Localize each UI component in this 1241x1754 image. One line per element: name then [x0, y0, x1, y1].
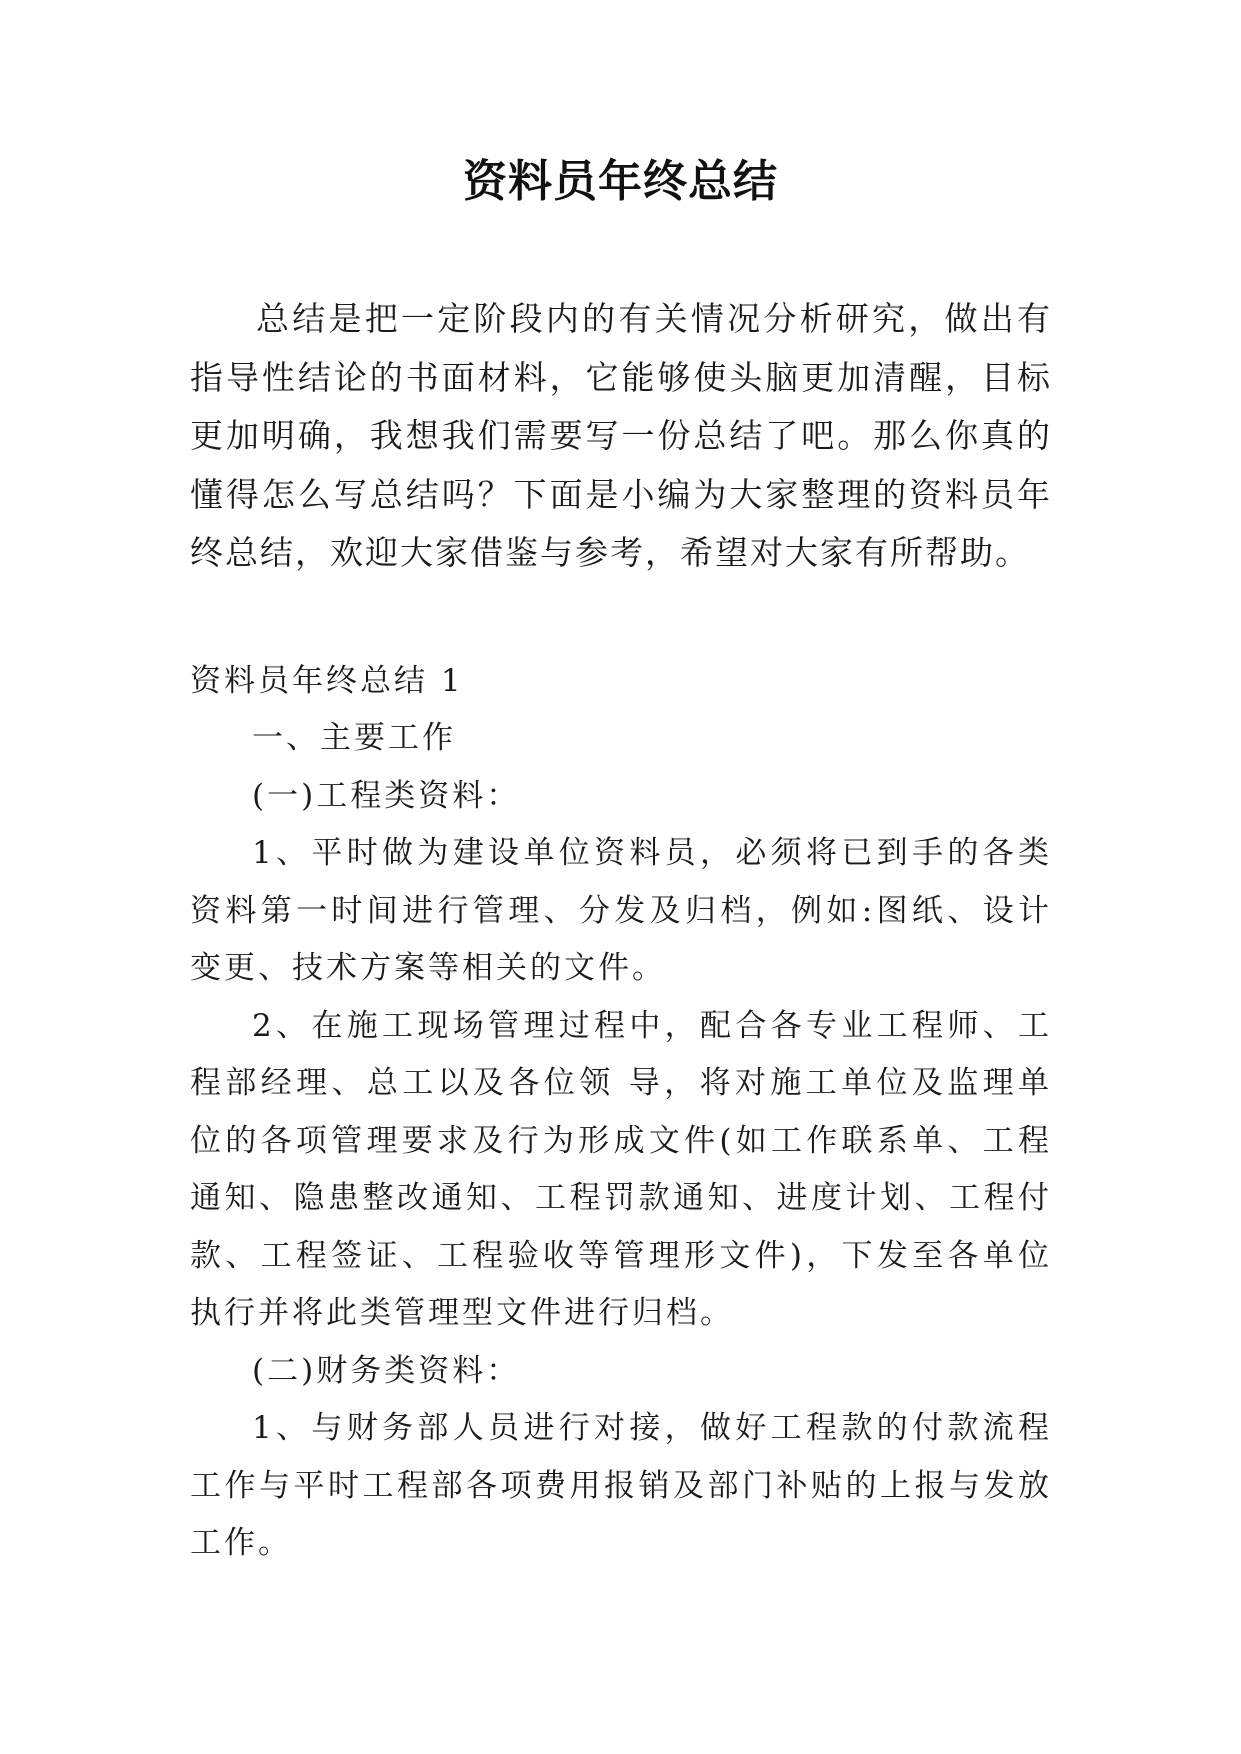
document-title: 资料员年终总结 [463, 156, 778, 207]
intro-paragraph: 总结是把一定阶段内的有关情况分析研究，做出有指导性结论的书面材料，它能够使头脑更加清醒，目标更加明确，我想我们需要写一份总结了吧。那么你真的懂得怎么写总结吗？下面是小编为大家整理的资料员年终总结，欢迎大家借鉴与参考，希望对大家有所帮助。 [190, 299, 1052, 572]
subsection-finance-heading: (二)财务类资料： [252, 1352, 521, 1389]
section-heading: 资料员年终总结 1 [190, 662, 464, 699]
document-body [190, 653, 1052, 1573]
part-one-heading: 一、主要工作 [252, 720, 456, 756]
paragraph-item: 1、平时做为建设单位资料员，必须将已到手的各类资料第一时间进行管理、分发及归档，例如:图纸、设计变更、技术方案等相关的文件。 [190, 835, 1052, 986]
subsection-engineering-heading: (一)工程类资料： [252, 777, 521, 814]
document-content [190, 290, 1052, 1573]
paragraph-item: 2、在施工现场管理过程中，配合各专业工程师、工程部经理、总工以及各位领 导，将对施工单位及监理单位的各项管理要求及行为形成文件(如工作联系单、工程通知、隐患整改通知、工程罚款通知、进度计划、工程付款、工程签证、工程验收等管理形文件)，下发至各单位执行并将此类管理型文件进行归档。 [190, 1007, 1052, 1331]
paragraph-item: 1、与财务部人员进行对接，做好工程款的付款流程工作与平时工程部各项费用报销及部门补贴的上报与发放工作。 [190, 1410, 1052, 1561]
